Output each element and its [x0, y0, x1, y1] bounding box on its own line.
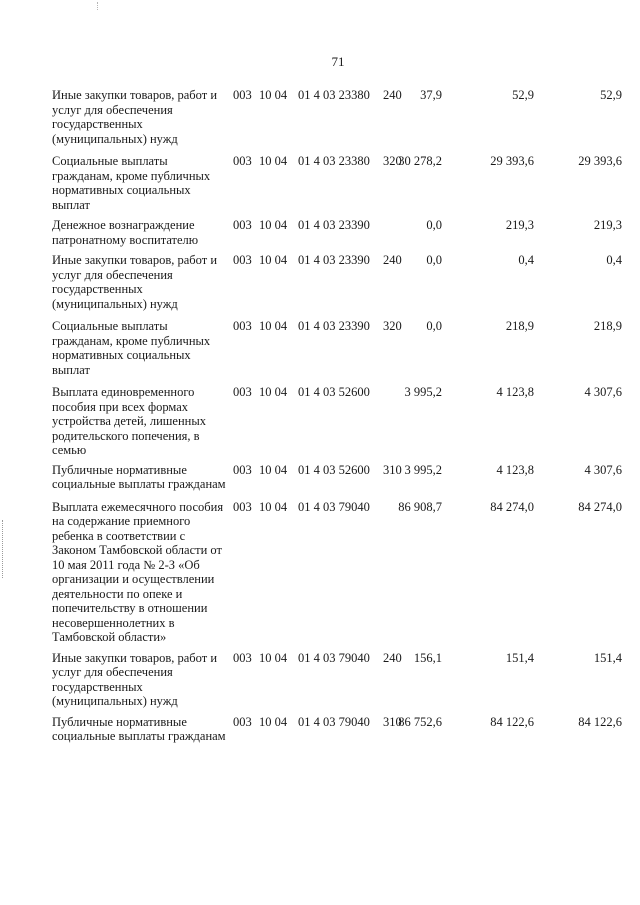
amount-year-3: 0,4	[606, 253, 622, 267]
target-article-code: 01 4 03 52600	[298, 462, 370, 477]
section-code: 10 04	[259, 499, 288, 514]
target-article-code: 01 4 03 79040	[298, 714, 370, 729]
amount-year-2: 4 123,8	[496, 462, 534, 477]
table-row	[52, 500, 622, 645]
target-article-code: 01 4 03 23380	[298, 154, 370, 168]
amount-year-3: 84 122,6	[578, 714, 622, 729]
section-code: 10 04	[259, 218, 288, 232]
expense-kind-code: 320	[383, 319, 402, 333]
expense-name: Иные закупки товаров, работ и услуг для обеспечения государственных (муниципальных) нужд	[52, 88, 218, 146]
amount-year-3: 52,9	[600, 88, 622, 102]
amount-year-2: 219,3	[505, 218, 534, 232]
table-row	[52, 385, 622, 458]
amount-year-1: 3 995,2	[404, 462, 442, 477]
amount-year-2: 29 393,6	[490, 154, 534, 168]
expense-name: Денежное вознаграждение патронатному воспитателю	[52, 218, 199, 247]
scan-artifact-mark	[97, 2, 99, 10]
amount-year-1: 86 908,7	[398, 499, 442, 514]
amount-year-2: 84 122,6	[490, 714, 534, 729]
amount-year-3: 4 307,6	[584, 462, 622, 477]
amount-year-3: 4 307,6	[584, 385, 622, 399]
section-code: 10 04	[259, 88, 288, 102]
amount-year-2: 151,4	[505, 650, 534, 665]
target-article-code: 01 4 03 79040	[298, 499, 370, 514]
expense-kind-code: 240	[383, 650, 402, 665]
expense-kind-code: 240	[383, 88, 402, 102]
expense-name: Публичные нормативные социальные выплаты гражданам	[52, 714, 226, 743]
amount-year-3: 218,9	[593, 319, 622, 333]
admin-code: 003	[233, 154, 252, 168]
amount-year-3: 219,3	[593, 218, 622, 232]
admin-code: 003	[233, 462, 252, 477]
admin-code: 003	[233, 218, 252, 232]
budget-table	[52, 88, 622, 744]
section-code: 10 04	[259, 154, 288, 168]
binding-margin-marks	[2, 520, 6, 578]
expense-name: Социальные выплаты гражданам, кроме публичных нормативных социальных выплат	[52, 154, 211, 212]
expense-kind-code: 240	[383, 253, 402, 267]
target-article-code: 01 4 03 79040	[298, 650, 370, 665]
amount-year-2: 52,9	[512, 88, 534, 102]
target-article-code: 01 4 03 23390	[298, 253, 370, 267]
expense-name: Публичные нормативные социальные выплаты гражданам	[52, 462, 226, 491]
admin-code: 003	[233, 319, 252, 333]
expense-name: Выплата ежемесячного пособия на содержание приемного ребенка в соответствии с Законом Тамбовской области от 10 мая 2011 года № 2-З «Об организации и осуществлении деятельности по опеке и попечительству в отношении несовершеннолетних в Тамбовской области»	[52, 499, 224, 644]
amount-year-1: 3 995,2	[404, 385, 442, 399]
amount-year-3: 29 393,6	[578, 154, 622, 168]
amount-year-1: 156,1	[413, 650, 442, 665]
section-code: 10 04	[259, 714, 288, 729]
amount-year-3: 151,4	[593, 650, 622, 665]
admin-code: 003	[233, 650, 252, 665]
amount-year-1: 0,0	[426, 319, 442, 333]
amount-year-1: 86 752,6	[398, 714, 442, 729]
amount-year-1: 37,9	[420, 88, 442, 102]
table-row	[52, 154, 622, 212]
expense-kind-code: 310	[383, 462, 402, 477]
section-code: 10 04	[259, 253, 288, 267]
amount-year-2: 218,9	[505, 319, 534, 333]
table-row	[52, 88, 622, 146]
expense-name: Выплата единовременного пособия при всех формах устройства детей, лишенных родительского попечения, в семью	[52, 385, 207, 457]
table-row	[52, 651, 622, 709]
table-row	[52, 463, 622, 492]
section-code: 10 04	[259, 385, 288, 399]
expense-kind-code: 310	[383, 714, 402, 729]
amount-year-3: 84 274,0	[578, 499, 622, 514]
admin-code: 003	[233, 714, 252, 729]
expense-kind-code: 320	[383, 154, 402, 168]
table-row	[52, 253, 622, 311]
amount-year-2: 84 274,0	[490, 499, 534, 514]
target-article-code: 01 4 03 52600	[298, 385, 370, 399]
admin-code: 003	[233, 253, 252, 267]
expense-name: Социальные выплаты гражданам, кроме публичных нормативных социальных выплат	[52, 319, 211, 377]
target-article-code: 01 4 03 23390	[298, 218, 370, 232]
amount-year-2: 4 123,8	[496, 385, 534, 399]
target-article-code: 01 4 03 23380	[298, 88, 370, 102]
page-number: 71	[331, 54, 345, 69]
expense-name: Иные закупки товаров, работ и услуг для обеспечения государственных (муниципальных) нужд	[52, 253, 218, 311]
amount-year-1: 0,0	[426, 218, 442, 232]
section-code: 10 04	[259, 319, 288, 333]
amount-year-2: 0,4	[518, 253, 534, 267]
table-row	[52, 218, 622, 247]
table-row	[52, 319, 622, 377]
amount-year-1: 0,0	[426, 253, 442, 267]
amount-year-1: 30 278,2	[398, 154, 442, 168]
admin-code: 003	[233, 499, 252, 514]
admin-code: 003	[233, 385, 252, 399]
section-code: 10 04	[259, 462, 288, 477]
admin-code: 003	[233, 88, 252, 102]
target-article-code: 01 4 03 23390	[298, 319, 370, 333]
table-row	[52, 715, 622, 744]
expense-name: Иные закупки товаров, работ и услуг для обеспечения государственных (муниципальных) нужд	[52, 650, 218, 708]
section-code: 10 04	[259, 650, 288, 665]
